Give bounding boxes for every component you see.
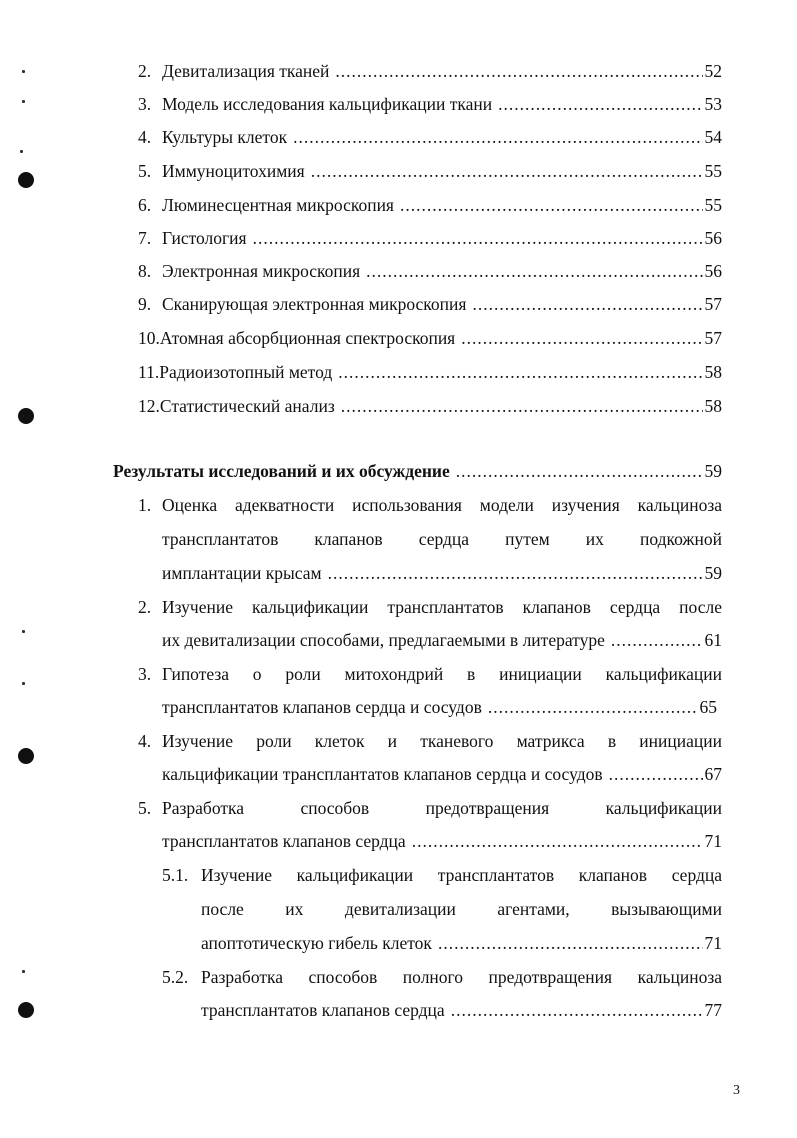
toc-entry (138, 327, 722, 349)
entry-text-line: трансплантатов клапанов сердца (162, 831, 406, 851)
toc-entry (138, 395, 722, 417)
entry-page: 71 (704, 933, 722, 953)
entry-number: 5. (138, 161, 152, 181)
scan-speck (22, 70, 25, 73)
entry-page: 71 (704, 831, 722, 851)
entry-page: 77 (704, 1000, 722, 1020)
toc-entry (138, 293, 722, 315)
entry-number: 10. (138, 328, 160, 348)
entry-page: 61 (704, 630, 722, 650)
scan-speck (22, 682, 25, 685)
entry-text-line: Изучение роли клеток и тканевого матрикса в инициации (162, 731, 722, 751)
entry-title: Статистический анализ (159, 396, 335, 416)
scan-speck (22, 970, 25, 973)
toc-entry (138, 160, 722, 182)
punch-hole (18, 1002, 34, 1018)
entry-text-line: после их девитализации агентами, вызывающими (201, 899, 722, 919)
entry-page: 55 (704, 161, 722, 181)
section-page: 59 (704, 461, 722, 481)
dot-leader (335, 60, 702, 82)
toc-entry (138, 194, 722, 216)
entry-title: Электронная микроскопия (162, 261, 361, 281)
dot-leader (456, 460, 703, 482)
entry-text-line: Изучение кальцификации трансплантатов клапанов сердца (201, 865, 722, 885)
dot-leader (472, 293, 702, 315)
section-heading (113, 460, 722, 482)
entry-text-line: трансплантатов клапанов сердца (201, 1000, 445, 1020)
dot-leader (253, 227, 703, 249)
entry-text-line: трансплантатов клапанов сердца путем их подкожной (162, 529, 722, 549)
entry-text-line: Разработка способов полного предотвращения кальциноза (201, 967, 722, 987)
dot-leader (498, 93, 702, 115)
entry-title: Радиоизотопный метод (159, 362, 333, 382)
entry-title: Люминесцентная микроскопия (162, 195, 394, 215)
subentry-number: 5.2. (162, 967, 189, 987)
toc-entry (138, 60, 722, 82)
entry-last-line (162, 696, 717, 718)
entry-page: 52 (704, 61, 722, 81)
entry-number: 2. (138, 597, 152, 617)
entry-page: 58 (704, 362, 722, 382)
entry-text-line: апоптотическую гибель клеток (201, 933, 432, 953)
toc-entry (138, 361, 722, 383)
entry-number: 5. (138, 798, 152, 818)
entry-number: 12. (138, 396, 160, 416)
entry-page: 58 (704, 396, 722, 416)
entry-title: Атомная абсорбционная спектроскопия (159, 328, 456, 348)
entry-last-line (162, 763, 722, 785)
dot-leader (341, 395, 703, 417)
entry-text-line: кальцификации трансплантатов клапанов сердца и сосудов (162, 764, 603, 784)
entry-number: 2. (138, 61, 152, 81)
entry-number: 7. (138, 228, 152, 248)
entry-number: 11. (138, 362, 160, 382)
entry-text-line: Разработка способов предотвращения кальцификации (162, 798, 722, 818)
entry-page: 57 (704, 328, 722, 348)
entry-last-line (201, 932, 722, 954)
entry-number: 1. (138, 495, 152, 515)
scan-speck (22, 100, 25, 103)
dot-leader (451, 999, 703, 1021)
dot-leader (293, 126, 702, 148)
dot-leader (438, 932, 703, 954)
entry-title: Девитализация тканей (162, 61, 330, 81)
punch-hole (18, 408, 34, 424)
punch-hole (18, 748, 34, 764)
entry-number: 3. (138, 94, 152, 114)
entry-page: 56 (704, 228, 722, 248)
entry-title: Модель исследования кальцификации ткани (162, 94, 493, 114)
entry-page: 57 (704, 294, 722, 314)
scan-speck (20, 150, 23, 153)
dot-leader (400, 194, 703, 216)
dot-leader (338, 361, 702, 383)
entry-page: 59 (704, 563, 722, 583)
page-number: 3 (733, 1083, 740, 1098)
dot-leader (311, 160, 703, 182)
entry-title: Иммуноцитохимия (162, 161, 305, 181)
dot-leader (609, 763, 703, 785)
entry-last-line (162, 562, 722, 584)
entry-number: 8. (138, 261, 152, 281)
toc-entry (138, 260, 722, 282)
entry-page: 55 (704, 195, 722, 215)
entry-number: 3. (138, 664, 152, 684)
dot-leader (412, 830, 703, 852)
entry-last-line (162, 629, 722, 651)
entry-last-line (201, 999, 722, 1021)
toc-entry (138, 93, 722, 115)
scan-speck (22, 630, 25, 633)
entry-text-line: имплантации крысам (162, 563, 322, 583)
entry-text-line: Оценка адекватности использования модели изучения кальциноза (162, 495, 722, 515)
toc-entry (138, 227, 722, 249)
entry-text-line: Гипотеза о роли митохондрий в инициации кальцификации (162, 664, 722, 684)
entry-number: 4. (138, 731, 152, 751)
entry-page: 65 (699, 697, 717, 717)
entry-page: 56 (704, 261, 722, 281)
punch-hole (18, 172, 34, 188)
entry-last-line (162, 830, 722, 852)
entry-text-line: их девитализации способами, предлагаемыми в литературе (162, 630, 605, 650)
entry-title: Гистология (162, 228, 247, 248)
entry-title: Сканирующая электронная микроскопия (162, 294, 467, 314)
dot-leader (366, 260, 702, 282)
dot-leader (488, 696, 698, 718)
entry-title: Культуры клеток (162, 127, 288, 147)
entry-page: 67 (704, 764, 722, 784)
entry-number: 4. (138, 127, 152, 147)
dot-leader (328, 562, 703, 584)
entry-text-line: трансплантатов клапанов сердца и сосудов (162, 697, 482, 717)
dot-leader (611, 629, 703, 651)
entry-text-line: Изучение кальцификации трансплантатов клапанов сердца после (162, 597, 722, 617)
toc-entry (138, 126, 722, 148)
entry-number: 9. (138, 294, 152, 314)
section-title: Результаты исследований и их обсуждение (113, 461, 450, 481)
entry-number: 6. (138, 195, 152, 215)
subentry-number: 5.1. (162, 865, 189, 885)
entry-page: 54 (704, 127, 722, 147)
entry-page: 53 (704, 94, 722, 114)
dot-leader (461, 327, 702, 349)
